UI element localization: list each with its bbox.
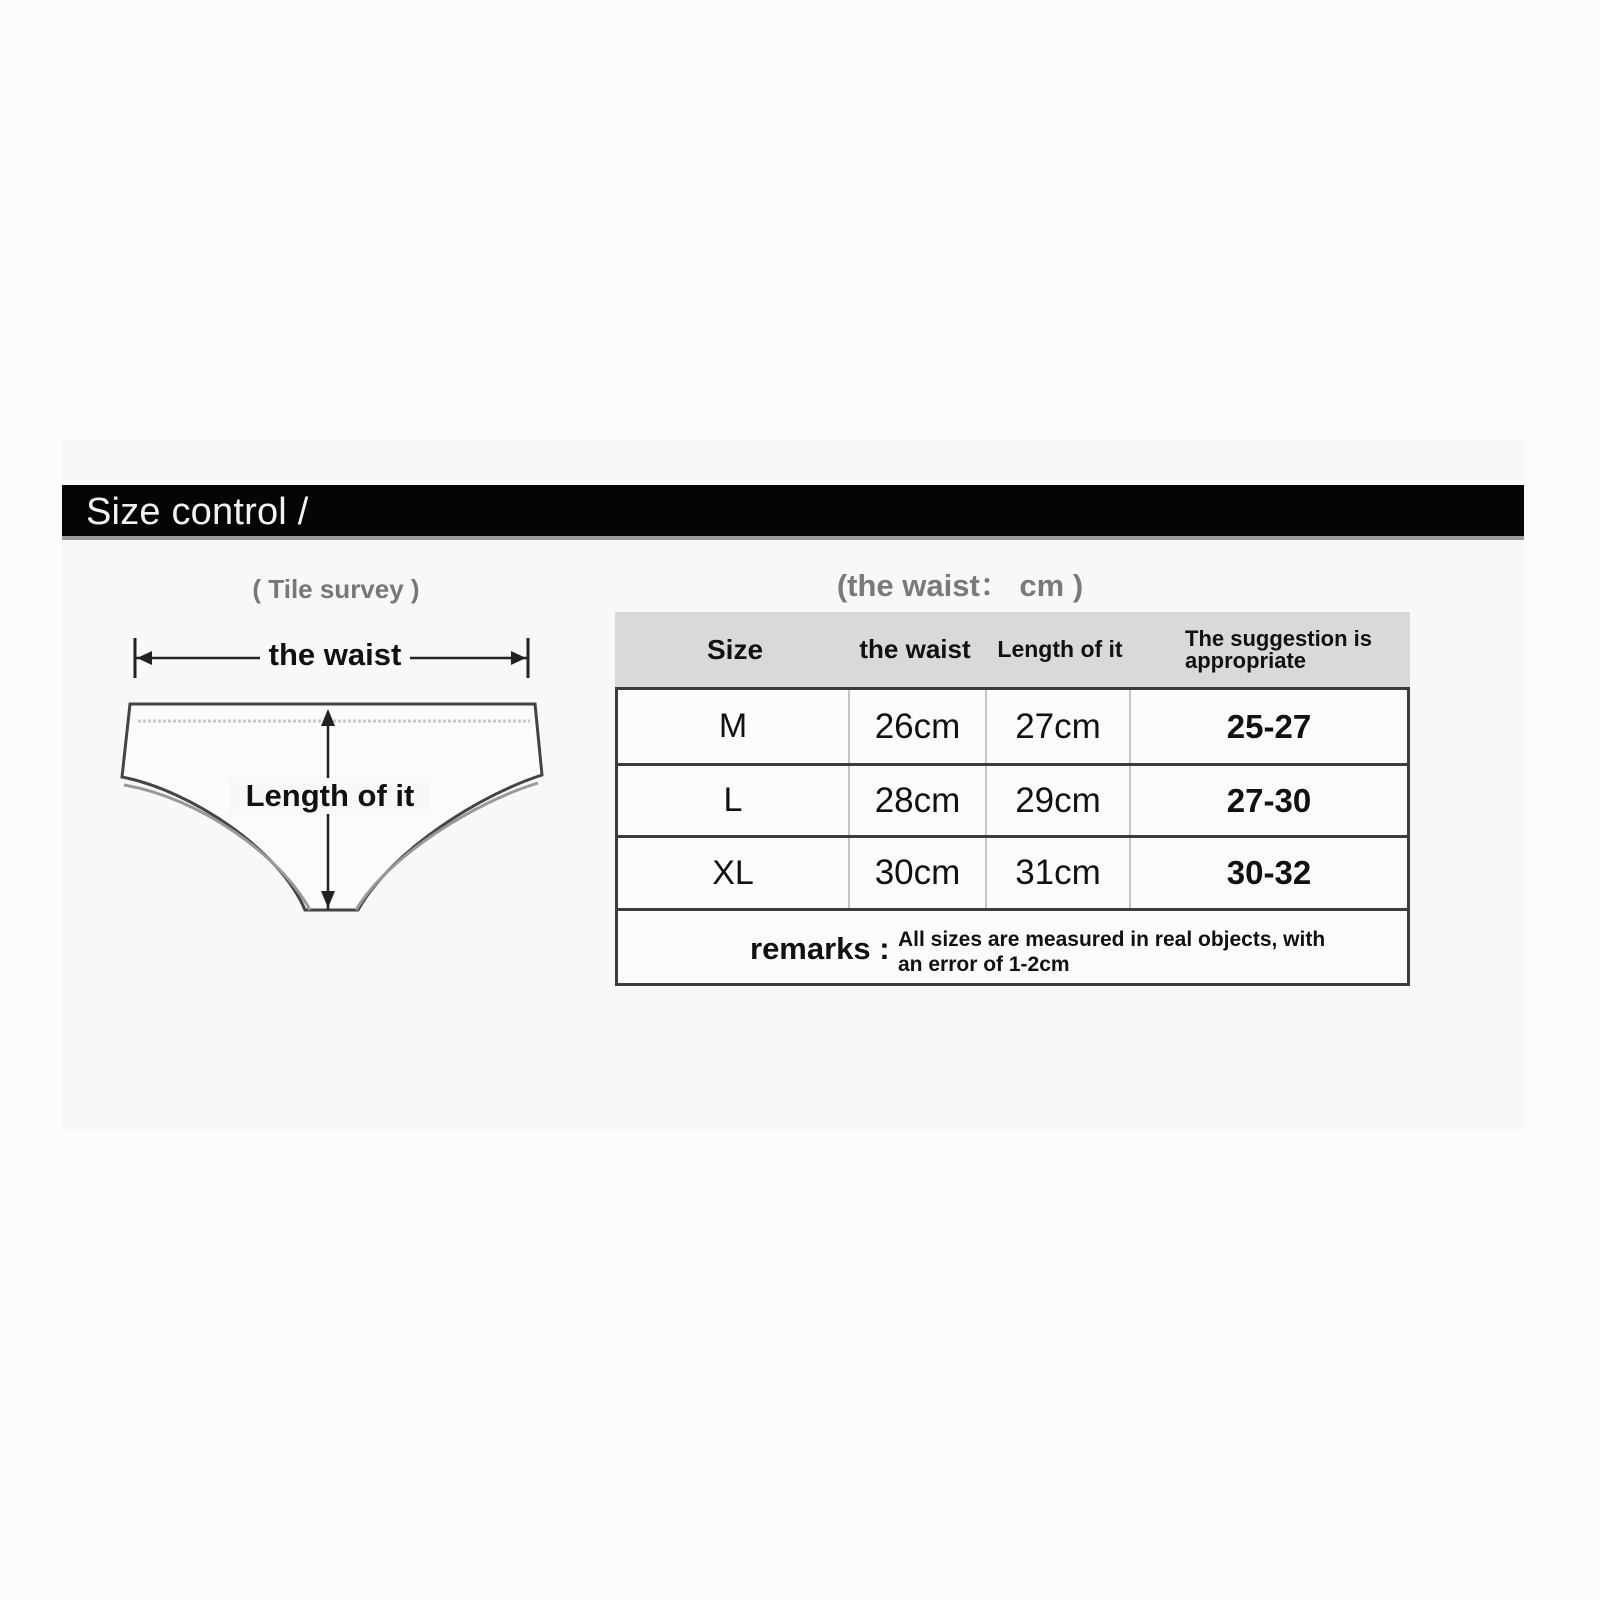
table-row: [618, 766, 1407, 838]
cell-suggestion: 27-30: [1129, 766, 1407, 835]
cell-waist: 30cm: [848, 838, 985, 908]
header-bar: [62, 485, 1524, 540]
cell-length: 27cm: [985, 690, 1129, 763]
cell-length: 31cm: [985, 838, 1129, 908]
table-body: [615, 687, 1410, 986]
diagram-caption: ( Tile survey ): [252, 574, 420, 604]
waist-arrow-left-icon: [137, 651, 152, 665]
table-row: [618, 690, 1407, 766]
garment-diagram: [110, 620, 560, 930]
remarks-row: [618, 911, 1407, 983]
header-length: Length of it: [997, 636, 1123, 662]
cell-length: 29cm: [985, 766, 1129, 835]
cell-size: XL: [712, 853, 754, 892]
header-waist: the waist: [859, 634, 971, 664]
waist-arrow-right-icon: [511, 651, 526, 665]
remarks-text: All sizes are measured in real objects, with an error of 1-2cm: [898, 928, 1326, 976]
page-title: Size control /: [86, 491, 309, 533]
waist-label: the waist: [260, 637, 410, 673]
cell-waist: 26cm: [848, 690, 985, 763]
header-size: Size: [706, 633, 764, 665]
length-label: Length of it: [230, 778, 430, 814]
header-suggestion: The suggestion is appropriate: [1185, 625, 1373, 673]
cell-size: M: [718, 707, 748, 745]
cell-suggestion: 30-32: [1129, 838, 1407, 908]
remarks-label: remarks :: [750, 931, 890, 966]
cell-size: L: [723, 781, 743, 819]
size-table: [615, 612, 1410, 986]
table-row: [618, 838, 1407, 911]
cell-waist: 28cm: [848, 766, 985, 835]
unit-note: (the waist： cm ): [836, 568, 1084, 603]
cell-suggestion: 25-27: [1129, 690, 1407, 763]
table-header: [615, 612, 1410, 687]
